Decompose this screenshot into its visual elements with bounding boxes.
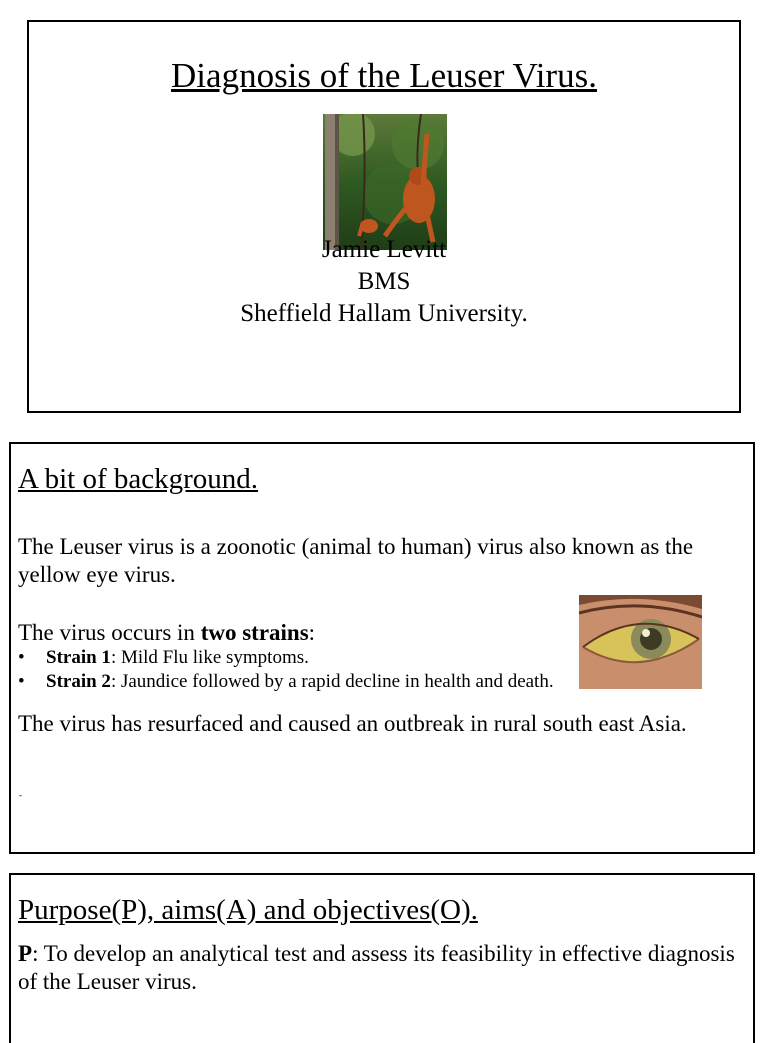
small-mark: - bbox=[19, 790, 22, 800]
bullet-icon: • bbox=[18, 647, 25, 668]
title-slide bbox=[27, 20, 741, 413]
strains-intro-prefix: The virus occurs in bbox=[18, 620, 201, 645]
background-slide bbox=[9, 442, 755, 854]
list-item bbox=[18, 670, 554, 694]
list-item bbox=[18, 646, 554, 670]
purpose-text: : To develop an analytical test and assess its feasibility in effective diagnosis of the Leuser virus. bbox=[18, 941, 735, 994]
outbreak-paragraph: The virus has resurfaced and caused an outbreak in rural south east Asia. bbox=[18, 711, 687, 736]
intro-paragraph: The Leuser virus is a zoonotic (animal to human) virus also known as the yellow eye virus. bbox=[18, 534, 694, 587]
purpose-paragraph bbox=[18, 940, 743, 996]
author-block bbox=[29, 234, 739, 330]
purpose-label: P bbox=[18, 941, 33, 966]
slide-title: Diagnosis of the Leuser Virus. bbox=[171, 56, 597, 95]
strains-intro bbox=[18, 619, 315, 647]
slide-heading: A bit of background. bbox=[18, 463, 259, 495]
institution-name: Sheffield Hallam University. bbox=[240, 300, 528, 327]
strain-label: Strain 1 bbox=[46, 647, 111, 668]
bullet-icon: • bbox=[18, 671, 25, 692]
slide-heading: Purpose(P), aims(A) and objectives(O). bbox=[18, 894, 478, 926]
yellow-eye-photo-icon bbox=[579, 595, 702, 689]
course-name: BMS bbox=[357, 268, 411, 295]
strains-intro-bold: two strains bbox=[200, 620, 309, 645]
strain-label: Strain 2 bbox=[46, 671, 111, 692]
purpose-slide bbox=[9, 873, 755, 1043]
strain-list bbox=[18, 646, 554, 694]
strains-intro-suffix: : bbox=[308, 620, 316, 645]
author-name: Jamie Levitt bbox=[321, 236, 447, 263]
strain-text: : Mild Flu like symptoms. bbox=[110, 647, 309, 668]
strain-text: : Jaundice followed by a rapid decline in health and death. bbox=[110, 671, 554, 692]
orangutan-photo-icon bbox=[323, 114, 447, 250]
